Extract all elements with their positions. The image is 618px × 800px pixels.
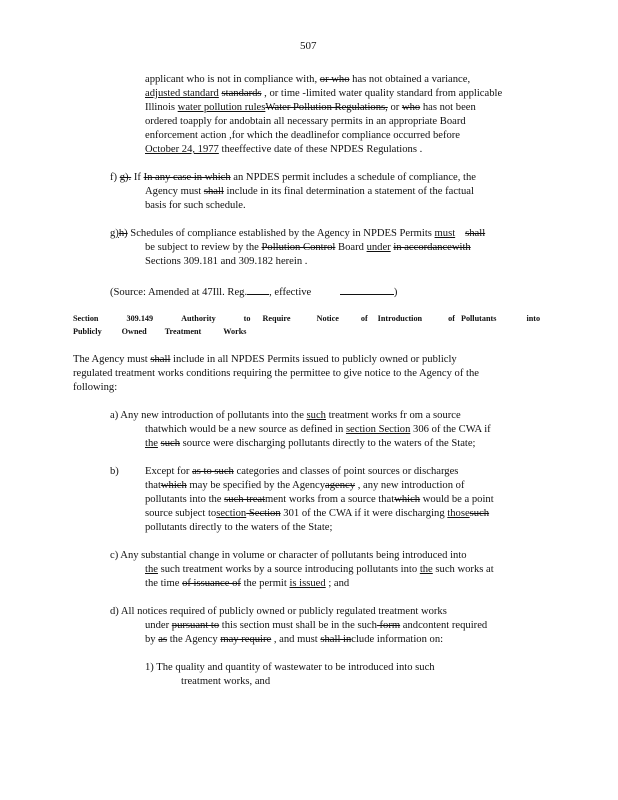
text-line: Sections 309.181 and 309.182 herein . <box>145 256 308 267</box>
text-line: enforcement action ,for which the deadlinefor compliance occurred before <box>145 130 461 141</box>
text-line: basis for such schedule. <box>145 200 246 211</box>
text-line: following: <box>73 382 118 393</box>
text-line: thatwhich may be specified by the Agencyagency , any new introduction of <box>145 480 465 491</box>
page-number: 507 <box>300 40 317 52</box>
text-line: adjusted standard standards , or time -limited water quality standard from applicable <box>145 88 503 99</box>
text-line: The Agency must shall include in all NPDES Permits issued to publicly owned or publicly <box>73 354 457 365</box>
text-line: October 24, 1977 theeffective date of these NPDES Regulations . <box>145 144 423 155</box>
text-line: regulated treatment works conditions requiring the permittee to give notice to the Agency of the <box>73 368 479 379</box>
text-line: g)h) Schedules of compliance established by the Agency in NPDES Permits must shall <box>110 228 486 239</box>
text-line: d) All notices required of publicly owned or publicly regulated treatment works <box>110 606 447 617</box>
text-line: Except for as to such categories and classes of point sources or discharges <box>145 466 459 477</box>
text-line: by as the Agency may require , and must shall include information on: <box>145 634 444 645</box>
text-line: f) g). If In any case in which an NPDES permit includes a schedule of compliance, the <box>110 172 476 183</box>
text-line: 1) The quality and quantity of wastewater to be introduced into such <box>145 662 435 673</box>
text-line: treatment works, and <box>181 676 271 687</box>
text-line: the time of issuance of the permit is issued ; and <box>145 578 350 589</box>
source-note: (Source: Amended at 47Ill. Reg. , effective ) <box>110 284 397 299</box>
text-line: pollutants directly to the waters of the State; <box>145 522 333 533</box>
text-line: Agency must shall include in its final determination a statement of the factual <box>145 186 474 197</box>
text-line: a) Any new introduction of pollutants into the such treatment works fr om a source <box>110 410 461 421</box>
section-heading-line: Publicly Owned Treatment Works <box>73 327 247 336</box>
text-line: the such source were discharging pollutants directly to the waters of the State; <box>145 438 476 449</box>
text-line: be subject to review by the Pollution Control Board under in accordancewith <box>145 242 471 253</box>
text-line: applicant who is not in compliance with, or who has not obtained a variance, <box>145 74 471 85</box>
text-line: Illinois water pollution rulesWater Pollution Regulations, or who has not been <box>145 102 476 113</box>
section-heading-line: Section 309.149 Authority to Require Notice of Introduction of Pollutants into <box>73 314 541 323</box>
text-line: source subject tosection Section 301 of the CWA if it were discharging thosesuch <box>145 508 490 519</box>
text-line: b) <box>110 466 119 477</box>
text-line: under pursuant to this section must shall be in the such form andcontent required <box>145 620 488 631</box>
text-line: c) Any substantial change in volume or character of pollutants being introduced into <box>110 550 467 561</box>
text-line: the such treatment works by a source introducing pollutants into the such works at <box>145 564 494 575</box>
text-line: pollutants into the such treatment works from a source thatwhich would be a point <box>145 494 494 505</box>
text-line: ordered toapply for andobtain all necessary permits in an appropriate Board <box>145 116 466 127</box>
text-line: thatwhich would be a new source as defined in section Section 306 of the CWA if <box>145 424 491 435</box>
